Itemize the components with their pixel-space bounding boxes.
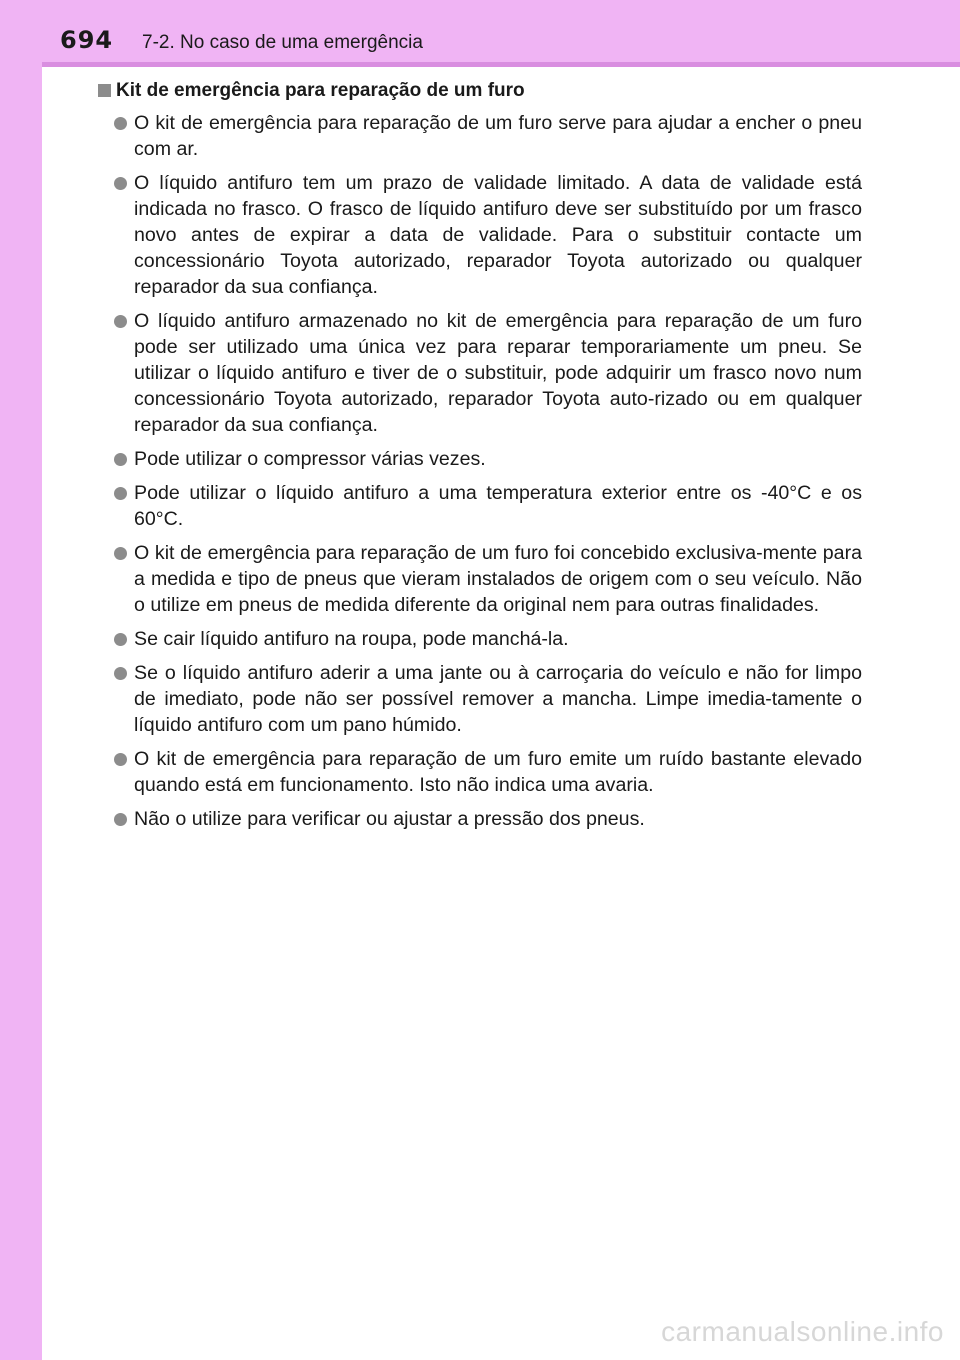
list-item-text: Se o líquido antifuro aderir a uma jante ou à carroçaria do veículo e não for limpo de imediato, pode não ser possível remover a mancha. Limpe imedia-tamente o líquido antifuro com um pano húmido.: [134, 662, 862, 736]
circle-bullet-icon: [114, 117, 127, 130]
circle-bullet-icon: [114, 487, 127, 500]
list-item-text: Pode utilizar o compressor várias vezes.: [134, 448, 486, 470]
bullet-list: [96, 110, 862, 832]
list-item: [96, 446, 862, 472]
section-heading: [96, 78, 862, 104]
section-heading-text: Kit de emergência para reparação de um furo: [116, 80, 525, 101]
circle-bullet-icon: [114, 177, 127, 190]
list-item: [96, 540, 862, 618]
list-item: [96, 308, 862, 438]
page-number: 694: [60, 26, 114, 54]
list-item: [96, 626, 862, 652]
list-item: [96, 806, 862, 832]
list-item-text: Pode utilizar o líquido antifuro a uma temperatura exterior entre os -40°C e os 60°C.: [134, 482, 862, 530]
list-item-text: O kit de emergência para reparação de um furo emite um ruído bastante elevado quando está em funcionamento. Isto não indica uma avaria.: [134, 748, 862, 796]
list-item: [96, 480, 862, 532]
circle-bullet-icon: [114, 453, 127, 466]
list-item-text: Se cair líquido antifuro na roupa, pode manchá-la.: [134, 628, 569, 650]
list-item: [96, 660, 862, 738]
list-item: [96, 170, 862, 300]
list-item-text: Não o utilize para verificar ou ajustar a pressão dos pneus.: [134, 808, 645, 830]
list-item-text: O líquido antifuro armazenado no kit de emergência para reparação de um furo pode ser utilizado uma única vez para reparar temporariamente um pneu. Se utilizar o líquido antifuro e tiver de o substituir, pode adquirir um frasco novo num concessionário Toyota autorizado, reparador Toyota auto-rizado ou em qualquer reparador da sua confiança.: [134, 310, 862, 436]
section-title: 7-2. No caso de uma emergência: [142, 32, 423, 53]
list-item-text: O kit de emergência para reparação de um furo serve para ajudar a encher o pneu com ar.: [134, 112, 862, 160]
square-bullet-icon: [98, 84, 111, 97]
circle-bullet-icon: [114, 753, 127, 766]
list-item: [96, 746, 862, 798]
circle-bullet-icon: [114, 547, 127, 560]
circle-bullet-icon: [114, 813, 127, 826]
page-content: [96, 78, 862, 840]
left-margin-band: [0, 0, 42, 1360]
list-item: [96, 110, 862, 162]
list-item-text: O kit de emergência para reparação de um furo foi concebido exclusiva-mente para a medida e tipo de pneus que vieram instalados de origem com o seu veículo. Não o utilize em pneus de medida diferente da original nem para outras finalidades.: [134, 542, 862, 616]
watermark: carmanualsonline.info: [661, 1316, 944, 1347]
list-item-text: O líquido antifuro tem um prazo de validade limitado. A data de validade está indicada no frasco. O frasco de líquido antifuro deve ser substituído por um frasco novo antes de expirar a data de validade. Para o substituir contacte um concessionário Toyota autorizado, reparador Toyota autorizado ou qualquer reparador da sua confiança.: [134, 172, 862, 298]
circle-bullet-icon: [114, 315, 127, 328]
circle-bullet-icon: [114, 667, 127, 680]
header-divider: [42, 62, 960, 67]
circle-bullet-icon: [114, 633, 127, 646]
